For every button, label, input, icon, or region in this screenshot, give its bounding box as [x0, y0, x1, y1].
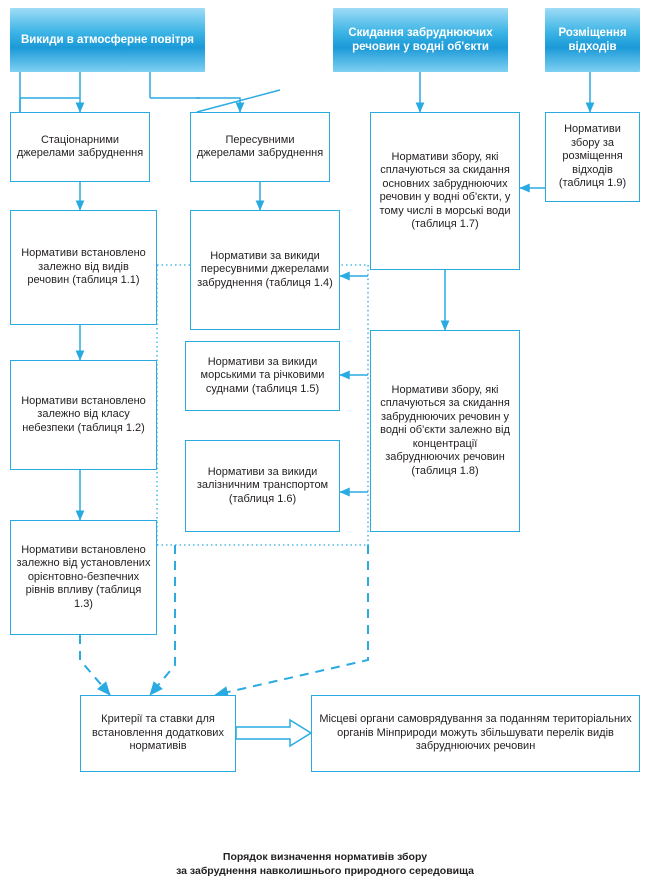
node-rates-by-safe-levels-label: Нормативи встановлено залежно від установлених орієнтовно-безпечних рівнів впливу (таблиця 1.3) [16, 543, 151, 610]
node-marine-river-vessels-label: Нормативи за викиди морськими та річковими суднами (таблиця 1.5) [200, 355, 325, 395]
node-criteria-additional-rates [80, 695, 236, 772]
node-criteria-additional-rates-label: Критерії та ставки для встановлення додаткових нормативів [92, 713, 224, 753]
caption-line-1-text: Порядок визначення нормативів збору [222, 851, 428, 863]
caption-line-2 [0, 864, 650, 878]
node-local-authorities-label: Місцеві органи самоврядування за поданням територіальних органів Мінприроди можуть збільшувати перелік видів забруднюючих речовин [319, 713, 632, 753]
node-marine-river-vessels-table-1-5 [185, 341, 340, 411]
node-mobile-source-rates-table-1-4 [190, 210, 340, 330]
header-air-emissions [10, 8, 205, 72]
node-mobile-sources-label: Пересувними джерелами забруднення [196, 133, 324, 159]
node-rates-by-substance-table-1-1 [10, 210, 157, 325]
node-mobile-sources [190, 112, 330, 182]
node-mobile-source-rates-label: Нормативи за викиди пересувними джерелами забруднення (таблиця 1.4) [197, 249, 333, 289]
header-waste-placement [545, 8, 640, 72]
caption-line-2-text: за забруднення навколишнього природного середовища [176, 865, 474, 877]
node-rates-by-substance-label: Нормативи встановлено залежно від видів речовин (таблиця 1.1) [21, 247, 146, 287]
node-rail-transport-table-1-6 [185, 440, 340, 532]
node-rates-by-hazard-class-table-1-2 [10, 360, 157, 470]
node-stationary-sources [10, 112, 150, 182]
header-water-discharge-label: Скидання забруднюючих речовин у водні об'єкти [348, 27, 493, 53]
node-water-basic-rates-label: Нормативи збору, які сплачуються за скидання основних забруднюючих речовин у водні об'єкти, у тому числі в морські води (таблиця 1.7) [379, 150, 511, 230]
header-waste-placement-label: Розміщення відходів [558, 27, 627, 53]
node-waste-rates-label: Нормативи збору за розміщення відходів (таблиця 1.9) [558, 123, 627, 190]
node-local-authorities [311, 695, 640, 772]
header-air-emissions-label: Викиди в атмосферне повітря [21, 34, 194, 46]
caption-line-1 [0, 850, 650, 864]
node-water-concentration-rates-label: Нормативи збору, які сплачуються за скидання забруднюючих речовин у водні об'єкти залежно від концентрації забруднюючих речовин (таблиця 1.8) [380, 383, 510, 477]
node-rates-by-safe-levels-table-1-3 [10, 520, 157, 635]
node-rates-by-hazard-class-label: Нормативи встановлено залежно від класу небезпеки (таблиця 1.2) [21, 394, 146, 434]
node-water-concentration-rates-table-1-8 [370, 330, 520, 532]
header-water-discharge [333, 8, 508, 72]
node-stationary-sources-label: Стаціонарними джерелами забруднення [16, 133, 144, 159]
node-waste-rates-table-1-9 [545, 112, 640, 202]
node-water-basic-rates-table-1-7 [370, 112, 520, 270]
node-rail-transport-label: Нормативи за викиди залізничним транспортом (таблиця 1.6) [196, 465, 329, 505]
